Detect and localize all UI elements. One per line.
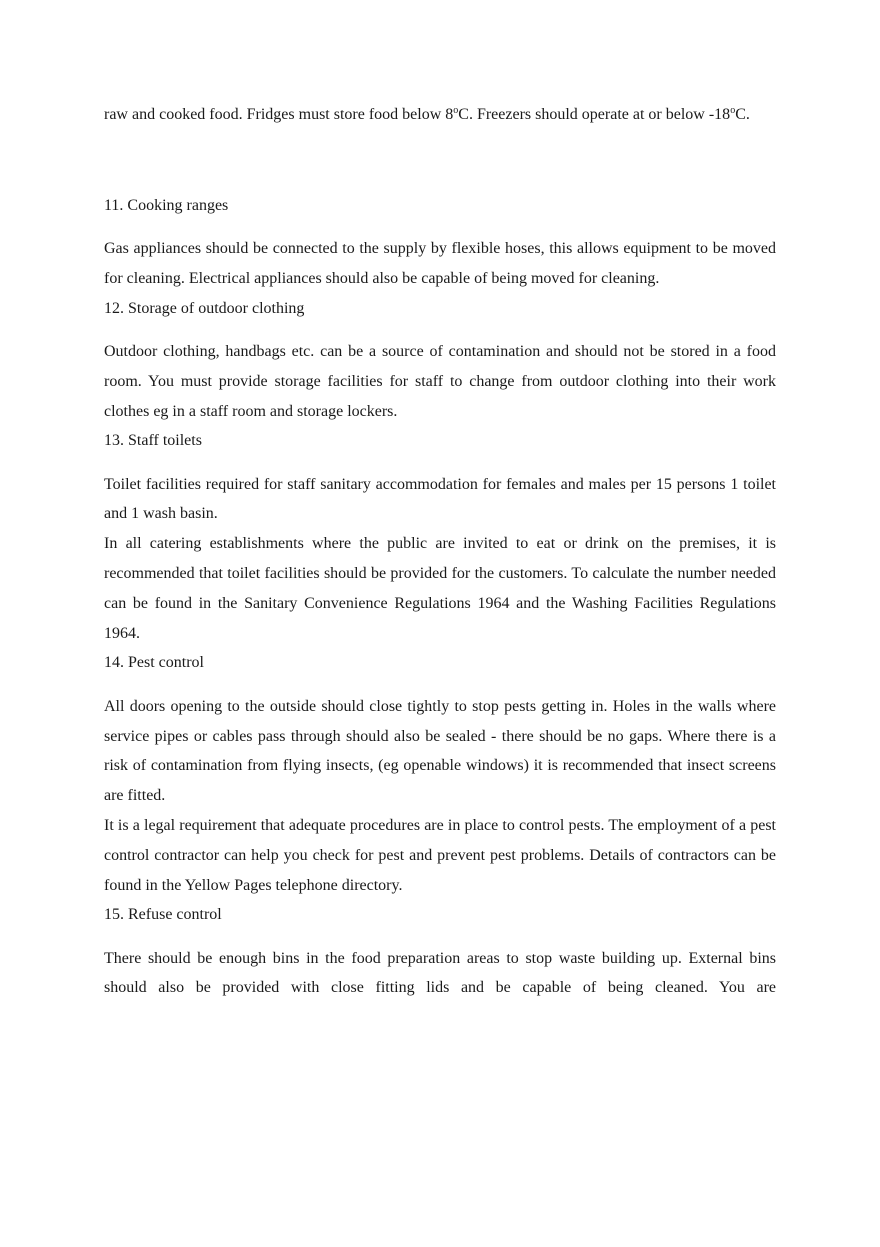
section-paragraph: There should be enough bins in the food preparation areas to stop waste building up. External bins should also be provided with close fitting lids and be capable of being cleaned. You are <box>104 949 776 997</box>
intro-text-a: raw and cooked food. Fridges must store food below 8 <box>104 106 454 123</box>
section-paragraph: Outdoor clothing, handbags etc. can be a source of contamination and should not be stored in a food room. You must provide storage facilities for staff to change from outdoor clothing into their work clothes eg in a staff room and storage lockers. <box>104 342 776 420</box>
intro-text-c: C. <box>735 106 750 123</box>
document-page <box>104 100 776 1003</box>
section-heading-refuse-control: 15. Refuse control <box>104 906 222 924</box>
section-heading-staff-toilets: 13. Staff toilets <box>104 432 202 450</box>
section-heading-pest-control: 14. Pest control <box>104 654 204 672</box>
spacer <box>104 221 776 235</box>
section-paragraph: Toilet facilities required for staff sanitary accommodation for females and males per 15 persons 1 toilet and 1 wash basin. <box>104 475 776 523</box>
intro-text-b: C. Freezers should operate at or below -18 <box>458 106 731 123</box>
section-paragraph: In all catering establishments where the public are invited to eat or drink on the premises, it is recommended that toilet facilities should be provided for the customers. To calculate the number needed can be found in the Sanitary Convenience Regulations 1964 and the Washing Facilities Regulations 1964. <box>104 535 776 642</box>
spacer <box>104 323 776 337</box>
section-paragraph: It is a legal requirement that adequate procedures are in place to control pests. The employment of a pest control contractor can help you check for pest and prevent pest problems. Details of contractors can be found in the Yellow Pages telephone directory. <box>104 816 776 894</box>
spacer <box>104 456 776 470</box>
degree-sign: o <box>453 105 459 116</box>
intro-paragraph <box>104 100 776 130</box>
spacer <box>104 678 776 692</box>
section-paragraph: All doors opening to the outside should close tightly to stop pests getting in. Holes in the walls where service pipes or cables pass through should also be sealed - there should be no gaps. Where there is a risk of contamination from flying insects, (eg openable windows) it is recommended that insect screens are fitted. <box>104 697 776 805</box>
section-paragraph: Gas appliances should be connected to the supply by flexible hoses, this allows equipment to be moved for cleaning. Electrical appliances should also be capable of being moved for cleaning. <box>104 240 776 287</box>
spacer <box>104 130 776 191</box>
degree-sign: o <box>730 105 736 116</box>
section-heading-cooking-ranges: 11. Cooking ranges <box>104 196 229 214</box>
spacer <box>104 930 776 944</box>
section-heading-storage-outdoor-clothing: 12. Storage of outdoor clothing <box>104 299 305 317</box>
